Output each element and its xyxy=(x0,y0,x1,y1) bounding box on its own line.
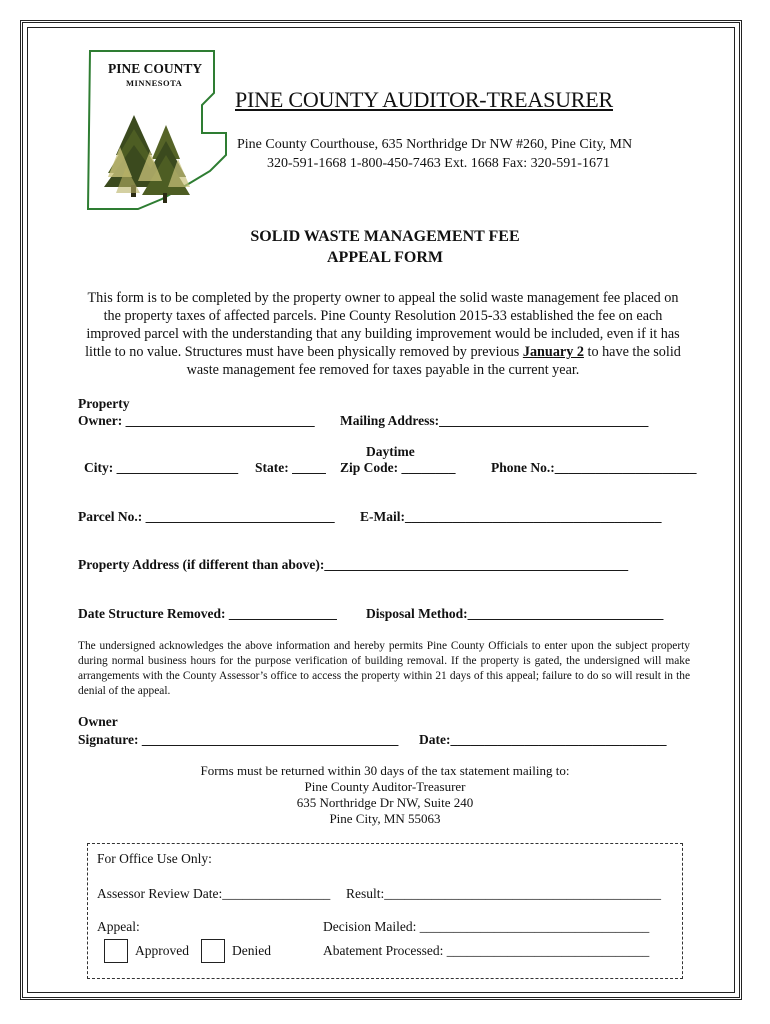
office-use-box xyxy=(87,843,683,979)
owner-label-top: Property xyxy=(78,396,130,411)
phone-label-top: Daytime xyxy=(366,444,415,459)
return-address-city: Pine City, MN 55063 xyxy=(329,811,441,826)
page-title: PINE COUNTY AUDITOR-TREASURER xyxy=(235,87,613,112)
abatement-processed-field[interactable]: Abatement Processed: ______________________________ xyxy=(323,943,650,958)
signature-label-top: Owner xyxy=(78,714,118,729)
office-use-heading: For Office Use Only: xyxy=(97,851,212,866)
approved-checkbox[interactable] xyxy=(104,939,128,963)
return-address-name: Pine County Auditor-Treasurer xyxy=(304,779,466,794)
approved-label: Approved xyxy=(135,943,189,958)
email-field[interactable]: E-Mail:______________________________________ xyxy=(360,509,662,524)
zip-code-field[interactable]: Zip Code: ________ xyxy=(340,460,456,475)
parcel-number-field[interactable]: Parcel No.: ____________________________ xyxy=(78,509,335,524)
pine-county-logo xyxy=(86,47,228,213)
address-line: Pine County Courthouse, 635 Northridge Dr NW #260, Pine City, MN xyxy=(237,137,633,152)
phone-field[interactable]: Phone No.:_____________________ xyxy=(491,460,697,475)
owner-field[interactable]: Owner: ____________________________ xyxy=(78,413,315,428)
return-instructions: Forms must be returned within 30 days of the tax statement mailing to: xyxy=(200,763,570,778)
mailing-address-field[interactable]: Mailing Address:_______________________________ xyxy=(340,413,649,428)
date-removed-field[interactable]: Date Structure Removed: ________________ xyxy=(78,606,337,621)
phone-line: 320-591-1668 1-800-450-7463 Ext. 1668 Fax: 320-591-1671 xyxy=(267,156,610,171)
acknowledgement-text: The undersigned acknowledges the above information and hereby permits Pine County Officials to enter upon the subject property during normal business hours for the purpose verification of building removal. If the property is gated, the undersigned will make arrangements with the County Assessor’s office to access the property within 21 days of this appeal; failure to do so will result in the denial of the appeal. xyxy=(78,640,690,697)
deadline-date: January 2 xyxy=(522,344,584,360)
intro-text-end: to have the solid waste management fee removed for taxes payable in the current year. xyxy=(186,344,681,378)
decision-mailed-field[interactable]: Decision Mailed: __________________________________ xyxy=(323,919,650,934)
intro-text: This form is to be completed by the property owner to appeal the solid waste management fee placed on the property taxes of affected parcels. Pine County Resolution 2015-33 established the fee on each improved parcel with the understanding that any building improvement would be included, even if it has little to no value. Structures must have been physically removed by previous xyxy=(85,290,680,360)
state-field[interactable]: State: _____ xyxy=(255,460,326,475)
denied-label: Denied xyxy=(232,943,271,958)
logo-text-state: MINNESOTA xyxy=(126,78,183,88)
review-date-field[interactable]: Assessor Review Date:________________ xyxy=(97,886,331,901)
return-address-street: 635 Northridge Dr NW, Suite 240 xyxy=(296,795,474,810)
form-title-line1: SOLID WASTE MANAGEMENT FEE xyxy=(250,228,520,245)
intro-paragraph xyxy=(78,289,688,379)
logo-text-county: PINE COUNTY xyxy=(108,61,203,76)
denied-checkbox[interactable] xyxy=(201,939,225,963)
property-address-field[interactable]: Property Address (if different than above):_____________________________________________ xyxy=(78,557,629,572)
date-field[interactable]: Date:________________________________ xyxy=(419,732,667,747)
pine-trees-icon xyxy=(104,115,190,203)
signature-field[interactable]: Signature: ______________________________________ xyxy=(78,732,399,747)
disposal-method-field[interactable]: Disposal Method:_____________________________ xyxy=(366,606,664,621)
appeal-label: Appeal: xyxy=(97,919,140,934)
result-field[interactable]: Result:_________________________________________ xyxy=(346,886,662,901)
city-field[interactable]: City: __________________ xyxy=(84,460,239,475)
form-title-line2: APPEAL FORM xyxy=(327,249,443,266)
